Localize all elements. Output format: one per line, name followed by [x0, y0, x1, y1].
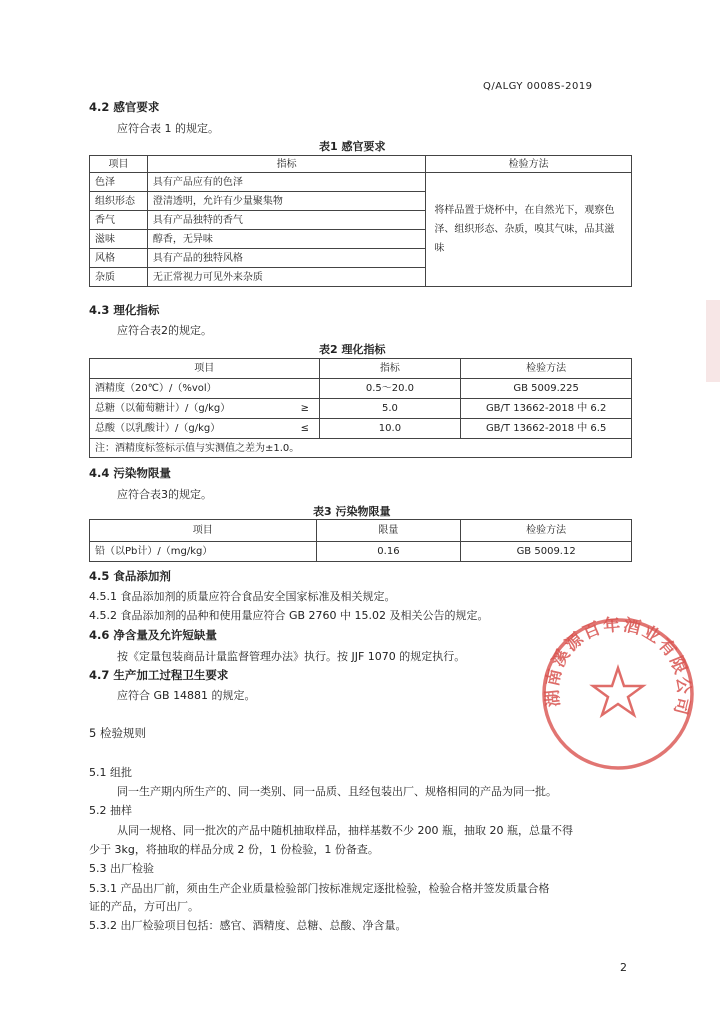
section-5-2-text-line1: 从同一规格、同一批次的产品中随机抽取样品，抽样基数不少 200 瓶，抽取 20 瓶，总量不得 — [117, 824, 573, 837]
table-header: 指标 — [319, 359, 461, 379]
document-code: Q/ALGY 0008S-2019 — [483, 81, 593, 92]
section-4-3-heading: 4.3 理化指标 — [89, 303, 160, 317]
table-header: 项目 — [90, 156, 148, 173]
table-header: 检验方法 — [461, 520, 632, 542]
table-cell — [291, 379, 319, 399]
table-1 — [89, 155, 632, 287]
section-5-2-heading: 5.2 抽样 — [89, 804, 132, 817]
section-5-3-heading: 5.3 出厂检验 — [89, 862, 154, 875]
section-4-7-text: 应符合 GB 14881 的规定。 — [117, 689, 256, 702]
seal-text: 湖南溪源百年酒业有限公司 — [542, 615, 694, 719]
table-cell: 铅（以Pb计）/（mg/kg） — [90, 542, 317, 562]
table-cell: 组织形态 — [90, 192, 148, 211]
section-4-4-text: 应符合表3的规定。 — [117, 488, 212, 501]
table-header: 项目 — [90, 520, 317, 542]
section-5-heading: 5 检验规则 — [89, 726, 146, 740]
table-cell: 无正常视力可见外来杂质 — [147, 268, 425, 287]
table-row — [90, 439, 632, 458]
section-4-5-heading: 4.5 食品添加剂 — [89, 569, 171, 583]
table-2 — [89, 358, 632, 458]
table-cell: 色泽 — [90, 173, 148, 192]
table-cell: GB/T 13662-2018 中 6.2 — [461, 399, 632, 419]
table-cell: 澄清透明，允许有少量聚集物 — [147, 192, 425, 211]
margin-stamp-mark — [706, 300, 720, 382]
section-5-3-1-line1: 5.3.1 产品出厂前，须由生产企业质量检验部门按标准规定逐批检验，检验合格并签发质量合格 — [89, 882, 550, 895]
section-4-5-1-text: 4.5.1 食品添加剂的质量应符合食品安全国家标准及相关规定。 — [89, 590, 396, 603]
section-4-7-heading: 4.7 生产加工过程卫生要求 — [89, 668, 229, 682]
section-4-6-heading: 4.6 净含量及允许短缺量 — [89, 628, 217, 642]
table-cell: 具有产品应有的色泽 — [147, 173, 425, 192]
test-method-cell: 将样品置于烧杯中，在自然光下，观察色泽、组织形态、杂质，嗅其气味，品其滋味 — [426, 173, 632, 287]
table-cell: 0.5～20.0 — [319, 379, 461, 399]
section-4-6-text: 按《定量包装商品计量监督管理办法》执行。按 JJF 1070 的规定执行。 — [117, 650, 466, 663]
table-cell: 风格 — [90, 249, 148, 268]
table-2-caption: 表2 理化指标 — [319, 343, 386, 356]
section-5-1-heading: 5.1 组批 — [89, 766, 132, 779]
table-cell: 杂质 — [90, 268, 148, 287]
table-cell: 酒精度（20℃）/（%vol） — [90, 379, 292, 399]
table-row — [90, 173, 632, 192]
table-row — [90, 419, 632, 439]
table-note: 注：酒精度标签标示值与实测值之差为±1.0。 — [90, 439, 632, 458]
table-row — [90, 542, 632, 562]
section-4-4-heading: 4.4 污染物限量 — [89, 466, 171, 480]
table-cell: 滋味 — [90, 230, 148, 249]
table-cell: 总酸（以乳酸计）/（g/kg） — [90, 419, 292, 439]
table-cell: 醇香，无异味 — [147, 230, 425, 249]
table-header: 指标 — [147, 156, 425, 173]
table-row — [90, 399, 632, 419]
table-cell: 具有产品的独特风格 — [147, 249, 425, 268]
page-number: 2 — [620, 961, 627, 974]
section-4-2-heading: 4.2 感官要求 — [89, 100, 160, 114]
section-5-2-text-line2: 少于 3kg，将抽取的样品分成 2 份，1 份检验，1 份备查。 — [89, 843, 379, 856]
table-cell: 香气 — [90, 211, 148, 230]
table-cell: GB/T 13662-2018 中 6.5 — [461, 419, 632, 439]
table-row — [90, 359, 632, 379]
table-header: 检验方法 — [461, 359, 632, 379]
table-row — [90, 520, 632, 542]
section-5-3-2-text: 5.3.2 出厂检验项目包括：感官、酒精度、总糖、总酸、净含量。 — [89, 919, 407, 932]
table-3 — [89, 519, 632, 562]
table-cell: 具有产品独特的香气 — [147, 211, 425, 230]
table-cell: 10.0 — [319, 419, 461, 439]
table-cell: ≤ — [291, 419, 319, 439]
table-cell: GB 5009.12 — [461, 542, 632, 562]
section-4-5-2-text: 4.5.2 食品添加剂的品种和使用量应符合 GB 2760 中 15.02 及相关公告的规定。 — [89, 609, 489, 622]
table-cell: 总糖（以葡萄糖计）/（g/kg） — [90, 399, 292, 419]
table-cell: 0.16 — [316, 542, 461, 562]
seal-star-icon — [593, 668, 643, 715]
table-1-caption: 表1 感官要求 — [319, 140, 386, 153]
table-cell: ≥ — [291, 399, 319, 419]
table-row — [90, 156, 632, 173]
company-seal — [538, 614, 698, 774]
section-4-2-text: 应符合表 1 的规定。 — [117, 122, 219, 135]
table-row — [90, 379, 632, 399]
section-5-3-1-line2: 证的产品，方可出厂。 — [89, 900, 199, 913]
section-5-1-text: 同一生产期内所生产的、同一类别、同一品质、且经包装出厂、规格相同的产品为同一批。 — [117, 785, 557, 798]
table-cell: 5.0 — [319, 399, 461, 419]
table-3-caption: 表3 污染物限量 — [313, 505, 391, 518]
section-4-3-text: 应符合表2的规定。 — [117, 324, 212, 337]
table-cell: GB 5009.225 — [461, 379, 632, 399]
table-header: 限量 — [316, 520, 461, 542]
table-header: 检验方法 — [426, 156, 632, 173]
table-header: 项目 — [90, 359, 320, 379]
